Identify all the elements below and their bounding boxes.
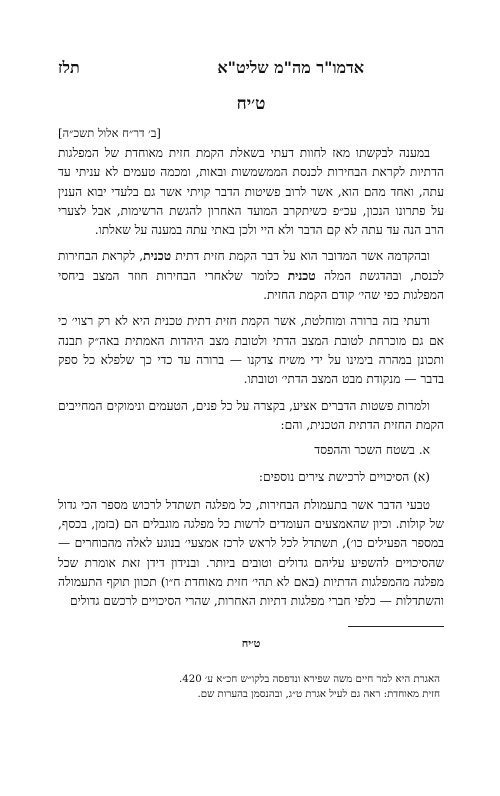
paragraph-2-text-a: ובהקדמה אשר המדובר הוא על דבר הקמת חזית דתית: [171, 249, 430, 264]
paragraph-3: ודעתי בזה ברורה ומוחלטת, אשר הקמת חזית דתית טכנית היא לא רק רצוי׳ כי אם גם מוכרחת לטובת המצב הדתי ולטובת מצב היהדות האמתית באה״ק תבנה ותכונן במהרה בימינו על ידי משיח צדקנו — ברורה עד כדי כך שלפלא כל ספק בדבר — מנקודת מבט המצב הדתי׳ וטובתו.: [58, 314, 444, 387]
running-title: אדמו"ר מה"מ שליט"א: [217, 58, 364, 77]
letter-number-heading: ט׳יח: [236, 94, 266, 114]
emphasis-technical-2: טכנית: [287, 268, 316, 283]
paragraph-2-text-e: כלומר שלאחרי הבחירות חוזר המצב ביחסי המפלגות כפי שהי׳ קודם הקמת החזית.: [58, 268, 444, 303]
footnote-2: חזית מאוחדת: ראה גם לעיל אגרת ט״ג, ובהנסמן בהערות שם.: [197, 688, 440, 700]
footnote-rule: [348, 626, 444, 627]
subheading-a-1: (א) הסיכויים לרכישת צירים נוספים:: [258, 470, 430, 485]
paragraph-1: במענה לבקשתו מאז לחוות דעתי בשאלת הקמת חזית מאוחדת של המפלגות הדתיות לקראת הבחירות לכנסת הממשמשות ובאות, ומכמה טעמים לא עניתי עד עתה, ואחד מהם הוא, אשר לרוב פשיטות הדבר קויתי אשר גם בלעדי יבוא הענין על פתרונו הנכון, עכ״פ כשיתקרב המועד האחרון להגשת הרשימות, אבל לצערי הרב הנה עד עתה לא קם הדבר ולא היי ולכן באתי עתה במענה על שאלתו.: [58, 146, 444, 238]
paragraph-2-text-c: , לקראת הבחירות לכנסת, ובהדגשת המלה: [58, 249, 444, 283]
paragraph-5: טבעי הדבר אשר בתעמולת הבחירות, כל מפלגה תשתדל לרכוש מספר הכי גדול של קולות. וכיון שהאמצעים העומדים לרשות כל מפלגה מוגבלים הם (בזמן, בכסף, במספר הפעילים כו׳), תשתדל לכל לראש לרכז אמצעי׳ בנוגע לאלה מהבוחרים — שהסיכויים להשפיע עליהם גדולים וטובים ביותר. ובנידון דידן זאת אומרת שכל מפלגה מהמפלגות הדתיות (באם לא תהי׳ חזית מאוחדת ח״ו) תכוון תוקף התעמולה והשתדלות — כלפי חברי מפלגות דתיות האחרות, שהרי הסיכויים לרכשם גדולים: [58, 497, 444, 609]
paragraph-2: [58, 247, 444, 305]
page-number: תלז: [58, 58, 80, 77]
date-line: [ב׳ דר״ח אלול תשכ״ה]: [58, 126, 161, 140]
footnote-1: האגרת היא למר חיים משה שפירא ונדפסה בלקו״ש חכ״א ע׳ 420.: [178, 673, 440, 685]
footnote-separator: [58, 626, 444, 627]
page-header: [58, 58, 444, 84]
paragraph-4: ולמרות פשטות הדברים אציע, בקצרה על כל פנים, הטעמים ונימוקים המחייבים הקמת החזית הדתית הטכנית, והם:: [58, 398, 444, 432]
subheading-a: א. בשטח השכר וההפסד: [314, 443, 430, 458]
emphasis-technical-1: טכנית: [143, 249, 172, 264]
footnote-label: ט׳יח: [241, 636, 261, 650]
